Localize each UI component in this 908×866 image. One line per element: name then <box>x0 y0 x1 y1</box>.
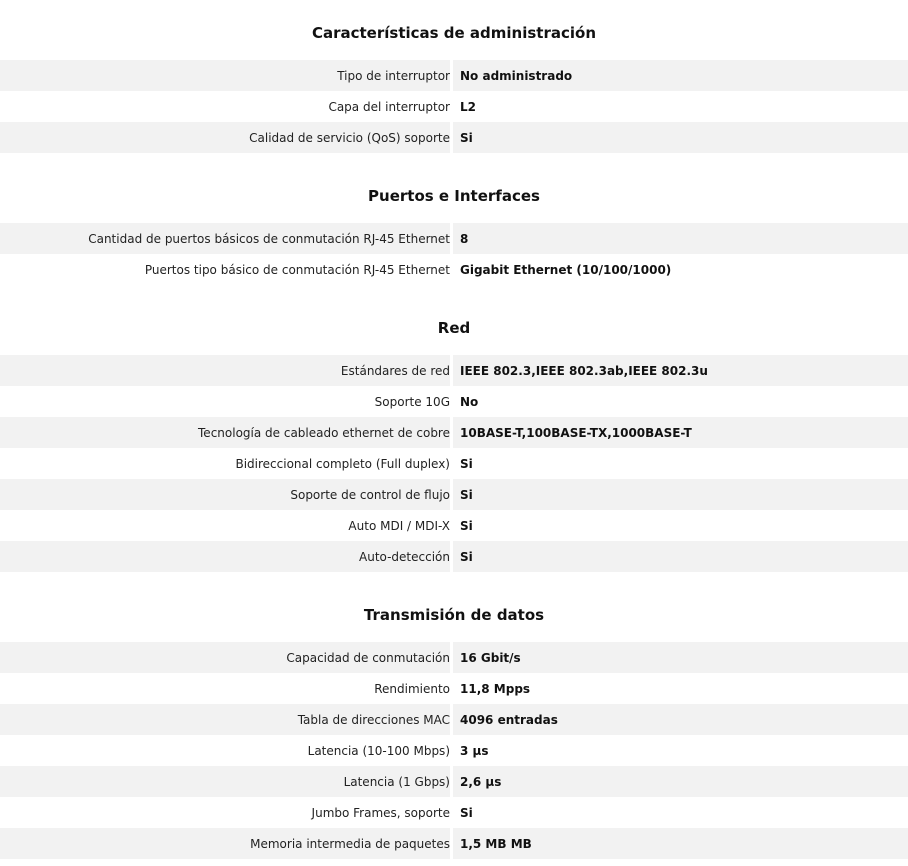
spec-value: 11,8 Mpps <box>460 681 531 696</box>
spec-value: Si <box>460 130 473 145</box>
spec-value: L2 <box>460 99 476 114</box>
spec-row <box>0 91 908 122</box>
column-divider <box>450 386 460 417</box>
column-divider <box>450 254 460 285</box>
spec-label: Estándares de red <box>340 363 450 378</box>
spec-label: Bidireccional completo (Full duplex) <box>235 456 450 471</box>
spec-value: Si <box>460 805 473 820</box>
spec-row <box>0 479 908 510</box>
spec-label: Latencia (1 Gbps) <box>343 774 450 789</box>
spec-row <box>0 510 908 541</box>
spec-section <box>0 588 908 859</box>
column-divider <box>450 642 460 673</box>
section-title: Puertos e Interfaces <box>368 187 540 205</box>
spec-value: 8 <box>460 231 469 246</box>
spec-row <box>0 355 908 386</box>
spec-row <box>0 448 908 479</box>
spec-row <box>0 417 908 448</box>
column-divider <box>450 766 460 797</box>
spec-row <box>0 386 908 417</box>
spec-label: Memoria intermedia de paquetes <box>250 836 450 851</box>
spec-label: Soporte 10G <box>374 394 450 409</box>
spec-label: Calidad de servicio (QoS) soporte <box>249 130 450 145</box>
spec-row <box>0 60 908 91</box>
spec-label: Puertos tipo básico de conmutación RJ-45 Ethernet <box>144 262 450 277</box>
spec-row <box>0 254 908 285</box>
spec-value: No administrado <box>460 68 573 83</box>
spec-label: Auto MDI / MDI-X <box>348 518 450 533</box>
column-divider <box>450 417 460 448</box>
spec-row <box>0 828 908 859</box>
spec-value: No <box>460 394 479 409</box>
spec-row <box>0 735 908 766</box>
spec-label: Soporte de control de flujo <box>290 487 450 502</box>
section-title: Red <box>437 319 471 337</box>
spec-label: Capacidad de conmutación <box>286 650 450 665</box>
column-divider <box>450 122 460 153</box>
column-divider <box>450 355 460 386</box>
spec-section <box>0 169 908 285</box>
spec-value: 1,5 MB MB <box>460 836 532 851</box>
spec-label: Jumbo Frames, soporte <box>311 805 450 820</box>
spec-section <box>0 6 908 153</box>
column-divider <box>450 735 460 766</box>
spec-row <box>0 797 908 828</box>
spec-row <box>0 704 908 735</box>
spec-value: Si <box>460 487 473 502</box>
spec-value: Si <box>460 549 473 564</box>
column-divider <box>450 828 460 859</box>
spec-value: 2,6 µs <box>460 774 502 789</box>
spec-label: Rendimiento <box>374 681 450 696</box>
column-divider <box>450 479 460 510</box>
spec-label: Latencia (10-100 Mbps) <box>307 743 450 758</box>
column-divider <box>450 797 460 828</box>
spec-label: Cantidad de puertos básicos de conmutación RJ-45 Ethernet <box>88 231 450 246</box>
spec-label: Tecnología de cableado ethernet de cobre <box>198 425 450 440</box>
spec-value: 4096 entradas <box>460 712 558 727</box>
section-title: Transmisión de datos <box>363 606 545 624</box>
column-divider <box>450 223 460 254</box>
spec-row <box>0 673 908 704</box>
column-divider <box>450 60 460 91</box>
spec-value: Gigabit Ethernet (10/100/1000) <box>460 262 672 277</box>
spec-row <box>0 642 908 673</box>
column-divider <box>450 704 460 735</box>
column-divider <box>450 510 460 541</box>
spec-value: Si <box>460 518 473 533</box>
spec-row <box>0 766 908 797</box>
column-divider <box>450 91 460 122</box>
spec-value: Si <box>460 456 473 471</box>
spec-value: 10BASE-T,100BASE-TX,1000BASE-T <box>460 425 692 440</box>
spec-row <box>0 223 908 254</box>
column-divider <box>450 673 460 704</box>
spec-row <box>0 541 908 572</box>
spec-label: Capa del interruptor <box>328 99 450 114</box>
spec-section <box>0 301 908 572</box>
spec-label: Auto-detección <box>359 549 450 564</box>
column-divider <box>450 541 460 572</box>
spec-row <box>0 122 908 153</box>
spec-value: 3 µs <box>460 743 489 758</box>
spec-label: Tipo de interruptor <box>337 68 450 83</box>
spec-value: IEEE 802.3,IEEE 802.3ab,IEEE 802.3u <box>460 363 708 378</box>
spec-value: 16 Gbit/s <box>460 650 521 665</box>
section-title: Características de administración <box>311 24 597 42</box>
spec-label: Tabla de direcciones MAC <box>297 712 450 727</box>
column-divider <box>450 448 460 479</box>
